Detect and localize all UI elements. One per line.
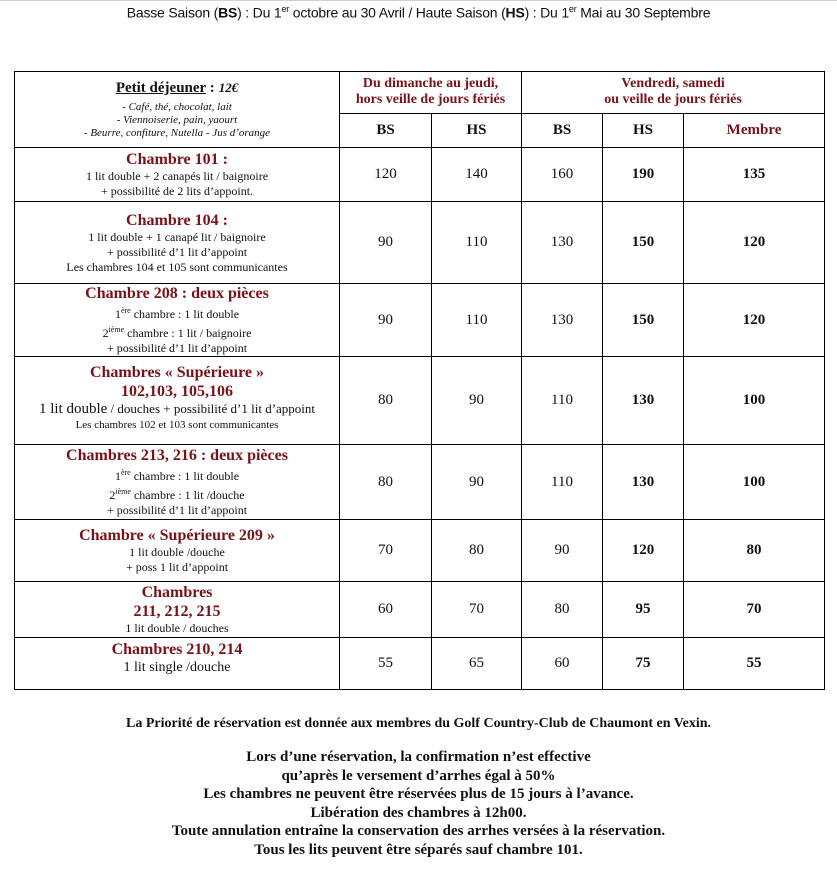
breakfast-colon: :: [205, 79, 215, 96]
price-membre: 135: [684, 148, 825, 202]
room-detail: 1 lit double + 2 canapés lit / baignoire: [85, 169, 269, 183]
room-name: Chambres « Supérieure »: [89, 363, 265, 381]
table-row: [15, 520, 825, 582]
room-description: [15, 445, 340, 520]
header-weekend-line: ou veille de jours fériés: [604, 92, 742, 108]
price-bs-weekday: 60: [340, 582, 432, 638]
ordinal-sup: er: [568, 4, 577, 14]
room-detail-text: chambre : 1 lit /douche: [130, 488, 245, 502]
room-detail: Les chambres 102 et 103 sont communicantes: [75, 418, 279, 431]
price-bs-weekday: 120: [340, 148, 432, 202]
room-numbers: 211, 212, 215: [133, 603, 221, 620]
price-bs-weekday: 70: [340, 520, 432, 582]
breakfast-item: - Viennoiserie, pain, yaourt: [116, 113, 238, 126]
ordinal-sup: ième: [108, 325, 125, 334]
price-hs-weekend: 150: [603, 202, 684, 284]
room-description: [15, 202, 340, 284]
breakfast-item: - Beurre, confiture, Nutella - Jus d’orange: [83, 126, 271, 139]
room-name: Chambre 104 :: [126, 211, 228, 229]
col-header-hs-weekday: HS: [432, 113, 522, 147]
price-bs-weekend: 90: [522, 520, 603, 582]
breakfast-price: 12€: [218, 79, 239, 95]
price-bs-weekend: 110: [522, 357, 603, 445]
price-bs-weekend: 130: [522, 284, 603, 357]
price-hs-weekday: 110: [432, 202, 522, 284]
room-detail: [15, 303, 339, 322]
price-bs-weekday: 90: [340, 284, 432, 357]
rule-line: Libération des chambres à 12h00.: [310, 804, 527, 821]
room-detail: 1 lit single /douche: [123, 659, 231, 675]
price-hs-weekday: 65: [432, 638, 522, 690]
room-detail: + poss 1 lit d’appoint: [125, 560, 229, 574]
room-detail: [15, 322, 339, 341]
header-row-groups: [15, 72, 825, 114]
season-text: Basse Saison (: [126, 4, 219, 21]
season-note: [0, 4, 837, 21]
price-bs-weekend: 60: [522, 638, 603, 690]
table-row: [15, 357, 825, 445]
price-membre: 120: [684, 202, 825, 284]
rule-line: Tous les lits peuvent être séparés sauf chambre 101.: [254, 841, 583, 858]
ordinal: 2: [102, 326, 109, 340]
price-membre: 80: [684, 520, 825, 582]
room-detail-text: + possibilité d’1 lit d’appoint: [106, 503, 248, 517]
breakfast-cell: [15, 72, 340, 148]
price-membre: 55: [684, 638, 825, 690]
room-detail: [15, 401, 339, 418]
price-membre: 100: [684, 357, 825, 445]
ordinal: 1: [114, 307, 121, 321]
col-header-bs-weekday: BS: [340, 113, 432, 147]
table-row: [15, 284, 825, 357]
price-membre: 70: [684, 582, 825, 638]
room-detail: 1 lit double + 1 canapé lit / baignoire: [88, 229, 266, 244]
price-hs-weekend: 150: [603, 284, 684, 357]
ordinal: 2: [109, 488, 116, 502]
header-weekday: [340, 72, 522, 114]
header-weekday-line: Du dimanche au jeudi,: [362, 76, 499, 92]
season-text: ) : Du 1: [237, 4, 282, 21]
price-hs-weekday: 90: [432, 445, 522, 520]
room-description: [15, 148, 340, 202]
price-bs-weekend: 110: [522, 445, 603, 520]
room-detail-text: chambre : 1 lit double: [130, 469, 240, 483]
bs-abbr: BS: [218, 4, 238, 21]
room-name: Chambres 213, 216 : deux pièces: [66, 447, 288, 464]
table-row: [15, 638, 825, 690]
price-membre: 100: [684, 445, 825, 520]
room-description: [15, 520, 340, 582]
room-detail-big: 1 lit double: [38, 400, 108, 417]
price-bs-weekday: 90: [340, 202, 432, 284]
season-text: octobre au 30 Avril / Haute Saison (: [289, 4, 506, 21]
price-hs-weekday: 90: [432, 357, 522, 445]
price-hs-weekday: 70: [432, 582, 522, 638]
price-hs-weekend: 95: [603, 582, 684, 638]
header-weekend-line: Vendredi, samedi: [621, 76, 725, 92]
rule-line: qu’après le versement d’arrhes égal à 50%: [281, 767, 556, 784]
room-detail-text: / douches + possibilité d’1 lit d’appoint: [107, 400, 316, 416]
price-bs-weekday: 80: [340, 445, 432, 520]
price-bs-weekend: 130: [522, 202, 603, 284]
price-hs-weekend: 75: [603, 638, 684, 690]
price-bs-weekend: 160: [522, 148, 603, 202]
price-bs-weekday: 55: [340, 638, 432, 690]
header-weekend: [522, 72, 825, 114]
price-bs-weekend: 80: [522, 582, 603, 638]
room-description: [15, 357, 340, 445]
price-hs-weekend: 120: [603, 520, 684, 582]
room-detail-text: + possibilité d’1 lit d’appoint: [106, 341, 248, 355]
hs-abbr: HS: [505, 4, 525, 21]
rates-table: [14, 71, 825, 690]
breakfast-label: Petit déjeuner: [115, 79, 206, 96]
ordinal-sup: er: [281, 4, 290, 14]
table-row: [15, 582, 825, 638]
header-weekday-line: hors veille de jours fériés: [355, 92, 506, 108]
ordinal-sup: ère: [120, 468, 131, 477]
room-numbers: 102,103, 105,106: [121, 382, 233, 400]
room-name: Chambre 101 :: [126, 151, 228, 168]
room-detail: 1 lit double / douches: [125, 621, 229, 635]
col-header-membre: Membre: [684, 113, 825, 147]
room-detail: + possibilité d’1 lit d’appoint: [106, 244, 248, 259]
price-hs-weekday: 80: [432, 520, 522, 582]
rule-line: Lors d’une réservation, la confirmation n’est effective: [246, 749, 591, 765]
breakfast-title: [15, 80, 339, 97]
price-membre: 120: [684, 284, 825, 357]
room-description: [15, 638, 340, 690]
ordinal: 1: [114, 469, 121, 483]
ordinal-sup: ième: [115, 487, 131, 496]
room-detail: [15, 341, 339, 356]
rule-line: Les chambres ne peuvent être réservées plus de 15 jours à l’avance.: [203, 786, 634, 802]
room-name: Chambres 210, 214: [111, 640, 243, 658]
room-detail: [15, 503, 339, 518]
rule-line: Toute annulation entraîne la conservation des arrhes versées à la réservation.: [171, 823, 666, 839]
room-detail-text: chambre : 1 lit double: [130, 307, 240, 321]
price-hs-weekday: 140: [432, 148, 522, 202]
table-row: [15, 202, 825, 284]
room-name: Chambres: [141, 584, 213, 601]
room-name: Chambre 208 : deux pièces: [85, 285, 269, 302]
ordinal-sup: ère: [120, 306, 131, 315]
table-row: [15, 148, 825, 202]
priority-note: La Priorité de réservation est donnée aux membres du Golf Country-Club de Chaumont en Vexin.: [125, 716, 712, 731]
room-detail: Les chambres 104 et 105 sont communicantes: [66, 259, 288, 274]
price-hs-weekend: 130: [603, 445, 684, 520]
top-divider: [0, 0, 837, 1]
col-header-bs-weekend: BS: [522, 113, 603, 147]
room-detail: 1 lit double /douche: [129, 545, 225, 559]
room-detail: + possibilité de 2 lits d’appoint.: [100, 184, 254, 198]
room-description: [15, 284, 340, 357]
season-text: Mai au 30 Septembre: [576, 4, 711, 21]
table-row: [15, 445, 825, 520]
price-hs-weekend: 130: [603, 357, 684, 445]
room-detail: [15, 484, 339, 503]
room-detail: [15, 465, 339, 484]
room-description: [15, 582, 340, 638]
booking-rules: [0, 748, 837, 859]
price-bs-weekday: 80: [340, 357, 432, 445]
room-name: Chambre « Supérieure 209 »: [79, 527, 275, 544]
col-header-hs-weekend: HS: [603, 113, 684, 147]
price-hs-weekend: 190: [603, 148, 684, 202]
breakfast-item: - Café, thé, chocolat, lait: [122, 100, 232, 113]
price-hs-weekday: 110: [432, 284, 522, 357]
season-text: ) : Du 1: [524, 4, 569, 21]
room-detail-text: chambre : 1 lit / baignoire: [124, 326, 252, 340]
